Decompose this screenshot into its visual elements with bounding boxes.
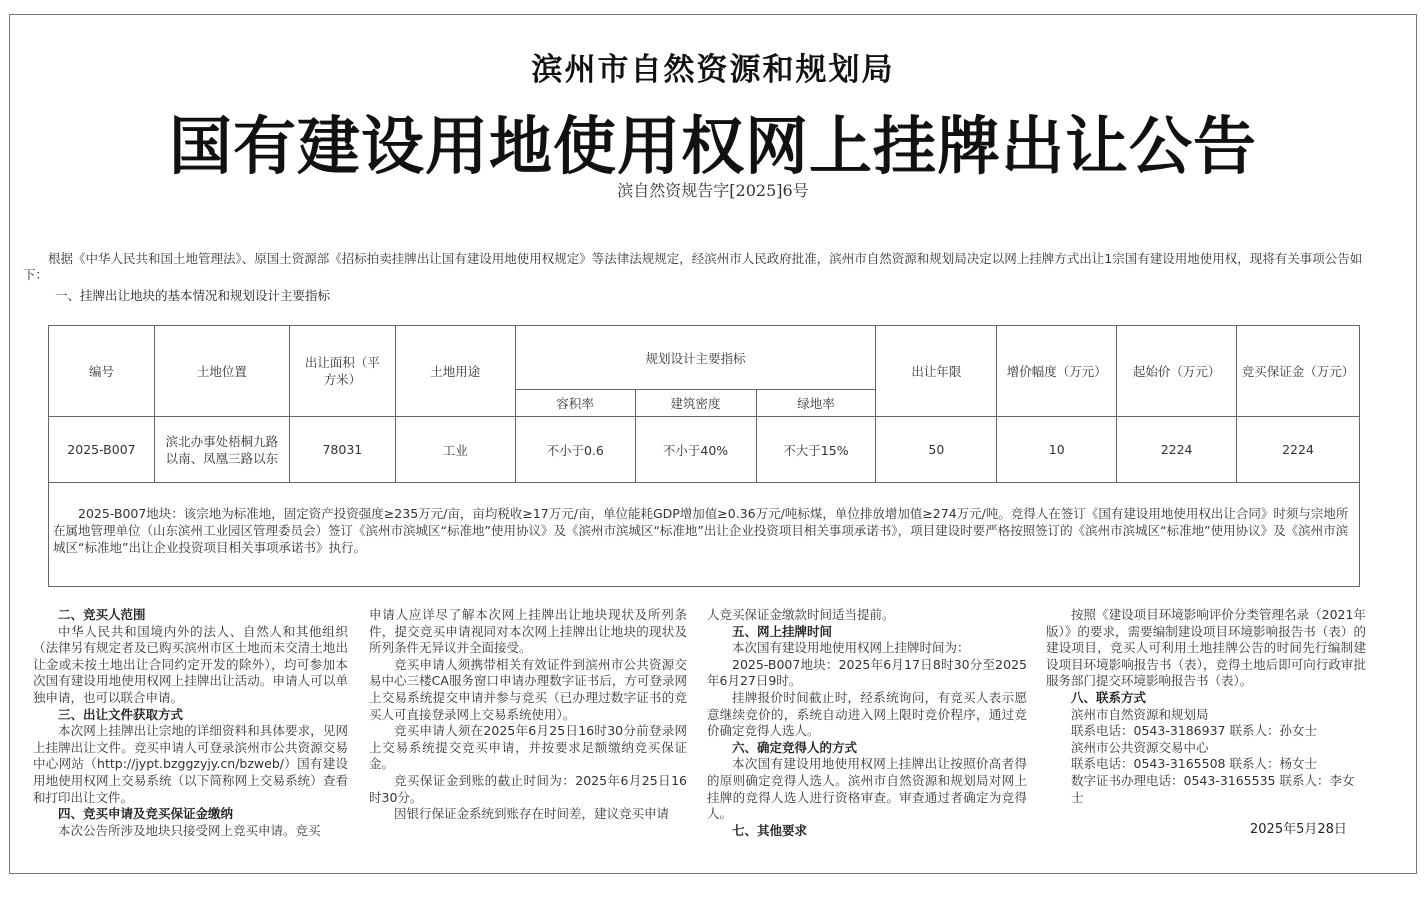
cell-deposit: 2224: [1237, 417, 1360, 483]
column-2: [369, 607, 687, 823]
cell-use: 工业: [395, 417, 515, 483]
section-4-heading: 四、竞买申请及竞买保证金缴纳: [58, 806, 234, 822]
table-row: [49, 417, 1360, 483]
contact-org-2: 滨州市公共资源交易中心: [1071, 739, 1209, 755]
section-3-heading: 三、出让文件获取方式: [58, 706, 184, 722]
cell-location: [154, 417, 289, 483]
section-4-advice-text: 因银行保证金系统到账存在时间差，建议竞买申请: [394, 806, 670, 822]
contact-org-1: 滨州市自然资源和规划局: [1071, 706, 1209, 722]
contact-phone-2: 联系电话：0543-3165508 联系人：杨女士: [1071, 756, 1317, 772]
cell-term: 50: [876, 417, 997, 483]
column-4: [1046, 607, 1366, 806]
notice-title: 国有建设用地使用权网上挂牌出让公告: [169, 110, 1257, 183]
header-location: 土地位置: [154, 326, 289, 417]
land-parcel-table: [48, 325, 1360, 587]
contact-cert-phone: 数字证书办理电话：0543-3165535 联系人：李女士: [1071, 772, 1355, 805]
section-6-heading: 六、确定竞得人的方式: [732, 739, 858, 755]
cell-far: 不小于0.6: [515, 417, 635, 483]
header-use: 土地用途: [395, 326, 515, 417]
section-5-heading: 五、网上挂牌时间: [732, 623, 833, 639]
header-density: 建筑密度: [635, 390, 756, 417]
header-term: 出让年限: [876, 326, 997, 417]
header-far: 容积率: [515, 390, 635, 417]
document-number: 滨自然资规告字[2025]6号: [617, 181, 809, 200]
contact-phone-1: 联系电话：0543-3186937 联系人：孙女士: [1071, 723, 1317, 739]
header-deposit: 竞买保证金（万元）: [1237, 326, 1360, 417]
header-area: [289, 326, 395, 417]
section-7-text: 按照《建设项目环境影响评价分类管理名录（2021年版）》的要求，需要编制建设项目环境影响报告书（表）的建设项目，竞买人可利用土地挂牌公告的时间先行编制建设项目环境影响报告书（表），竞得土地后即可向行政审批服务部门提交环境影响报告书（表）。: [1046, 607, 1366, 689]
issuing-organization: 滨州市自然资源和规划局: [531, 52, 895, 88]
cell-green: 不大于15%: [756, 417, 876, 483]
section-1-heading: 一、挂牌出让地块的基本情况和规划设计主要指标: [55, 288, 331, 303]
section-5-text: 挂牌报价时间截止时，经系统询问，有竞买人表示愿意继续竞价的，系统自动进入网上限时竞价程序，通过竞价确定竞得人选人。: [707, 689, 1027, 739]
section-6-text: 本次国有建设用地使用权网上挂牌出让按照价高者得的原则确定竞得人选人。滨州市自然资源和规划局对网上挂牌的竞得人选人进行资格审查。审查通过者确定为竞得人。: [707, 756, 1027, 822]
section-2-text: 中华人民共和国境内外的法人、自然人和其他组织（法律另有规定者及已购买滨州市区土地而未交清土地出让金或未按土地出让合同约定开发的除外），均可参加本次国有建设用地使用权网上挂牌出让活动。申请人可以单独申请，也可以联合申请。: [33, 623, 348, 705]
cell-id: 2025-B007: [49, 417, 155, 483]
section-2-heading: 二、竞买人范围: [58, 607, 146, 622]
header-plan: 规划设计主要指标: [515, 326, 876, 390]
section-8-heading: 八、联系方式: [1071, 689, 1147, 705]
cell-area: 78031: [289, 417, 395, 483]
header-green: 绿地率: [756, 390, 876, 417]
section-4-text: 本次公告所涉及地块只接受网上竞买申请。竞买: [58, 822, 321, 838]
cell-increment: 10: [997, 417, 1117, 483]
section-4-deadline-text: 竞买申请人须在2025年6月25日16时30分前登录网上交易系统提交竞买申请，并按要求足额缴纳竞买保证金。: [369, 723, 687, 772]
column-3: [707, 607, 1027, 839]
header-area-text: 出让面积（平方米）: [304, 355, 380, 387]
header-increment: 增价幅度（万元）: [997, 326, 1117, 417]
cell-density: 不小于40%: [635, 417, 756, 483]
section-5-time: 2025-B007地块：2025年6月17日8时30分至2025年6月27日9时。: [707, 656, 1027, 689]
intro-paragraph: 根据《中华人民共和国土地管理法》、原国土资源部《招标拍卖挂牌出让国有建设用地使用权规定》等法律法规规定，经滨州市人民政府批准，滨州市自然资源和规划局决定以网上挂牌方式出让1宗国有建设用地使用权，现将有关事项公告如下：: [23, 251, 1363, 282]
section-4-cont-text: 申请人应详尽了解本次网上挂牌出让地块现状及所列条件，提交竞买申请视同对本次网上挂牌出让地块的现状及所列条件无异议并全面接受。: [369, 607, 687, 656]
column-1: [33, 607, 348, 839]
cell-start-price: 2224: [1117, 417, 1237, 483]
notice-date: 2025年5月28日: [1250, 822, 1347, 837]
header-start-price: 起始价（万元）: [1117, 326, 1237, 417]
section-5-intro: 本次国有建设用地使用权网上挂牌时间为：: [732, 640, 970, 656]
section-4-deposit-deadline: 竞买保证金到账的截止时间为：2025年6月25日16时30分。: [369, 772, 687, 805]
section-4-end-text: 人竞买保证金缴款时间适当提前。: [707, 607, 895, 622]
table-note: 2025-B007地块：该宗地为标准地，固定资产投资强度≥235万元/亩，亩均税收≥17万元/亩，单位能耗GDP增加值≥0.36万元/吨标煤，单位排放增加值≥274万元/吨。竞得人在签订《国有建设用地使用权出让合同》时须与宗地所在属地管理单位（山东滨州工业园区管理委员会）签订《滨州市滨城区“标准地”使用协议》及《滨州市滨城区“标准地”出让企业投资项目相关事项承诺书》，项目建设时要严格按照签订的《滨州市滨城区“标准地”使用协议》及《滨州市滨城区“标准地”出让企业投资项目相关事项承诺书》执行。: [49, 483, 1360, 587]
section-7-heading: 七、其他要求: [732, 822, 808, 838]
section-3-text: 本次网上挂牌出让宗地的详细资料和具体要求，见网上挂牌出让文件。竞买申请人可登录滨州市公共资源交易中心网站（http://jypt.bzggzyjy.cn/bzweb/）国有建设用地使用权网上交易系统（以下简称网上交易系统）查看和打印出让文件。: [33, 723, 348, 805]
header-id: 编号: [49, 326, 155, 417]
section-4-ca-text: 竞买申请人须携带相关有效证件到滨州市公共资源交易中心三楼CA服务窗口申请办理数字证书后，方可登录网上交易系统提交申请并参与竞买（已办理过数字证书的竞买人可直接登录网上交易系统使用）。: [369, 656, 687, 722]
cell-location-text: 滨北办事处梧桐九路以南、凤凰三路以东: [165, 433, 279, 466]
